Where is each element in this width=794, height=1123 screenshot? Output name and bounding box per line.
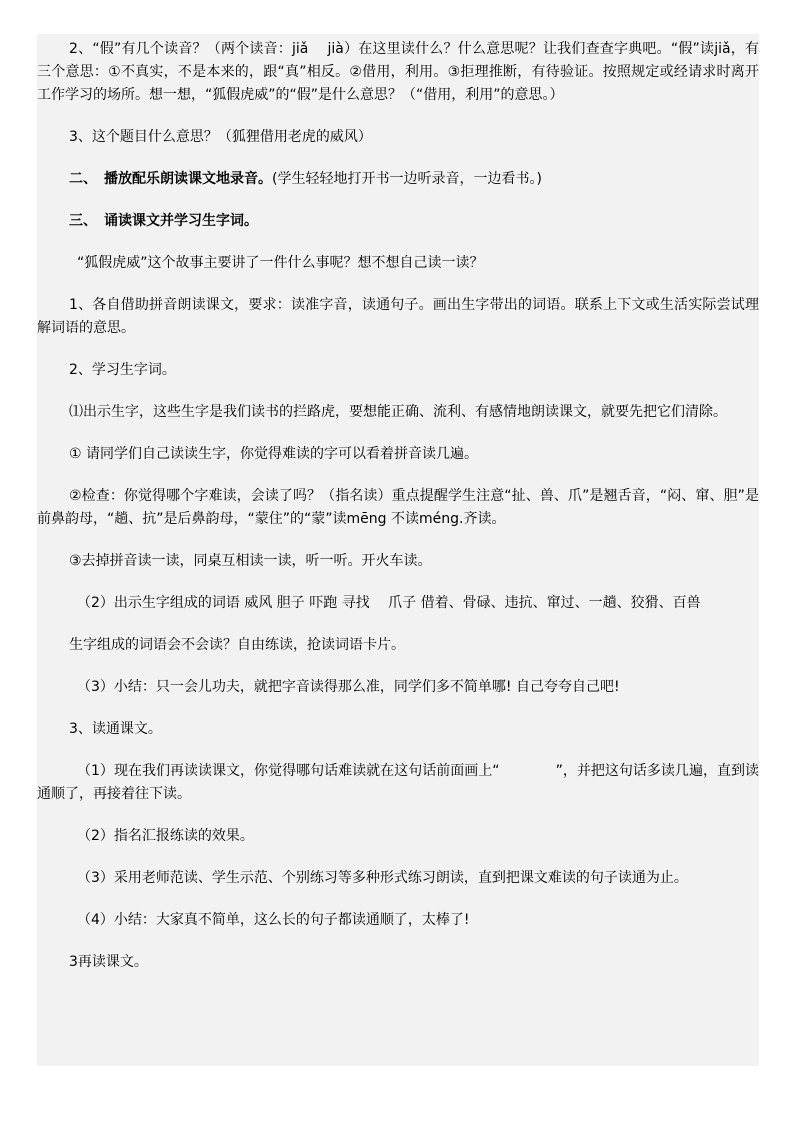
paragraph-check: ②检查：你觉得哪个字难读，会读了吗？（指名读）重点提醒学生注意“扯、兽、爪”是翘舌音，“闷、窜、胆”是前鼻韵母，“趟、抗”是后鼻韵母，“蒙住”的“蒙”读mēng 不读méng.齐读。 [37,488,759,527]
document-body [37,38,759,993]
paragraph-report: （2）指名汇报练读的效果。 [77,828,254,844]
paragraph-remove-pinyin: ③去掉拼音读一读，同桌互相读一读，听一听。开火车读。 [69,553,432,569]
paragraph-show-words: （2）出示生字组成的词语 威风 胆子 吓跑 寻找 爪子 借着、骨碌、违抗、窜过、一趟、狡猾、百兽 [77,595,701,611]
paragraph-show-characters: ⑴出示生字，这些生字是我们读书的拦路虎，要想能正确、流利、有感情地朗读课文，就要先把它们清除。 [69,404,727,420]
section-heading-3 [37,210,759,233]
section-heading-2-title: 二、 播放配乐朗读课文地录音。 [69,171,272,187]
paragraph-jia-pronunciation: 2、“假”有几个读音？（两个读音：jiǎ jià）在这里读什么？什么意思呢？让我们查查字典吧。“假”读jiǎ，有三个意思：①不真实，不是本来的，跟“真”相反。②借用，利用。③拒理推断，有待验证。按照规定或经请求时离开工作学习的场所。想一想，“狐假虎威”的“假”是什么意思？（“借用，利用”的意思。） [37,41,759,103]
paragraph-story-question: “狐假虎威”这个故事主要讲了一件什么事呢？想不想自己读一读？ [77,255,484,271]
paragraph-summary-2: （4）小结：大家真不简单，这么长的句子都读通顺了，太棒了! [77,912,470,928]
paragraph-read-characters: ① 请同学们自己读读生字，你觉得难读的字可以看着拼音读几遍。 [69,446,478,462]
paragraph-read-again: （1）现在我们再读读课文，你觉得哪句话难读就在这句话前面画上“ ”，并把这句话多读几遍，直到读通顺了，再接着往下读。 [37,763,759,802]
paragraph-step-3: 3、读通课文。 [69,721,162,737]
paragraph-word-practice: 生字组成的词语会不会读？自由练读，抢读词语卡片。 [69,637,405,653]
paragraph-reread: 3再读课文。 [69,954,148,970]
section-heading-3-title: 三、 诵读课文并学习生字词。 [69,213,258,229]
paragraph-title-meaning: 3、这个题目什么意思？（狐狸借用老虎的威风） [69,129,372,145]
paragraph-practice-methods: （3）采用老师范读、学生示范、个别练习等多种形式练习朗读，直到把课文难读的句子读通为止。 [77,870,688,886]
paragraph-step-2: 2、学习生字词。 [69,362,176,378]
section-heading-2 [37,168,759,191]
paragraph-summary-1: （3）小结：只一会儿功夫，就把字音读得那么准，同学们多不简单哪! 自己夸夸自己吧! [77,679,620,695]
paragraph-step-1: 1、各自借助拼音朗读课文，要求：读准字音，读通句子。画出生字带出的词语。联系上下文或生活实际尝试理解词语的意思。 [37,297,759,336]
section-heading-2-note: (学生轻轻地打开书一边听录音，一边看书。) [272,171,542,187]
